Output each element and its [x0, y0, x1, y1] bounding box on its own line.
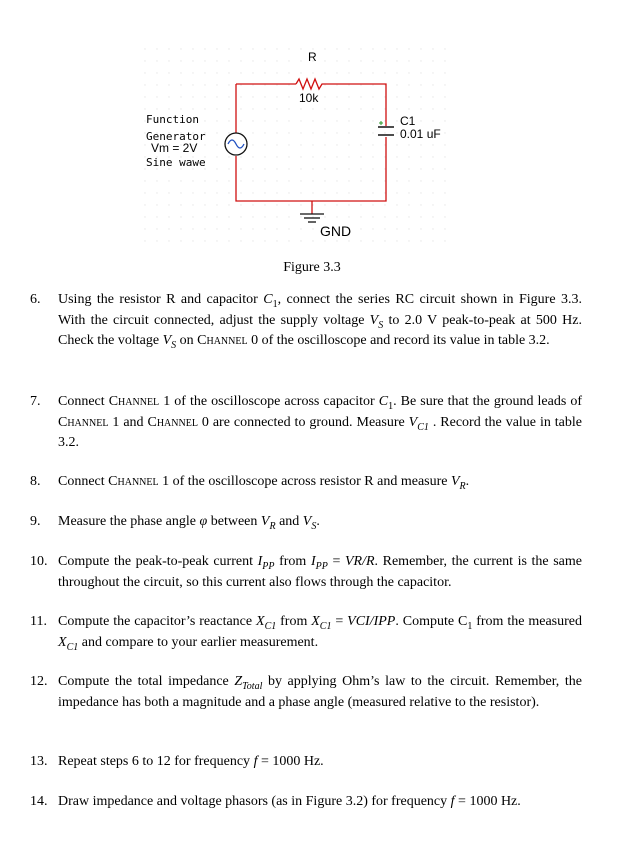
step-text: Using the resistor R and capacitor $C_1$, connect the series RC circuit shown in Figure 3.3. With the circuit connected, adjust the supply voltage $V_S$ to 2.0 V peak-to-peak at 500 Hz. Check the voltage $V_S$ on Channel 0 of the oscilloscope and record its value in table 3.2. [58, 292, 582, 351]
step-14 [30, 792, 582, 813]
step-11 [30, 612, 582, 653]
step-13 [30, 752, 582, 773]
step-6 [30, 290, 582, 352]
capacitor-value: 0.01 uF [400, 127, 441, 141]
generator-wave: Sine wawe [146, 156, 206, 169]
step-number: 13. [30, 754, 48, 769]
generator-title: Function [146, 113, 199, 126]
step-text: Compute the capacitor’s reactance $X_{C1}$ from $X_{C1} = VCI/IPP$. Compute $C_1$ from the measured $X_{C1}$ and compare to your earlier measurement. [58, 614, 582, 653]
generator-vm: Vm = 2V [151, 141, 198, 155]
capacitor-name: C1 [400, 114, 416, 128]
step-text: Connect Channel 1 of the oscilloscope across resistor R and measure $V_R$. [58, 474, 470, 492]
step-text: Draw impedance and voltage phasors (as in Figure 3.2) for frequency f = 1000 Hz. [58, 794, 521, 809]
step-number: 10. [30, 554, 48, 569]
step-text: Connect Channel 1 of the oscilloscope across capacitor $C_1$. Be sure that the ground leads of Channel 1 and Channel 0 are connected to ground. Measure $V_{C1}$ . Record the value in table 3.2. [58, 394, 583, 450]
step-text: Measure the phase angle φ between $V_R$ and $V_S$. [58, 514, 320, 532]
step-text: Compute the total impedance $Z_{Total}$ by applying Ohm’s law to the circuit. Remember, the impedance has both a magnitude and a phase angle (measured relative to the resistor). [58, 674, 583, 710]
step-number: 7. [30, 394, 41, 409]
step-7 [30, 392, 582, 454]
sine-source-symbol [225, 133, 247, 155]
step-number: 9. [30, 514, 41, 529]
step-number: 12. [30, 674, 48, 689]
step-10 [30, 552, 582, 593]
step-number: 11. [30, 614, 47, 629]
figure-caption: Figure 3.3 [283, 260, 341, 275]
step-12 [30, 672, 582, 713]
generator-name: Generator [146, 130, 206, 143]
circuit-schematic [0, 0, 624, 250]
step-text: Repeat steps 6 to 12 for frequency f = 1000 Hz. [58, 754, 324, 769]
ground-label: GND [320, 223, 352, 239]
resistor-name: R [308, 50, 317, 64]
step-number: 14. [30, 794, 48, 809]
step-number: 8. [30, 474, 41, 489]
circuit-figure [0, 0, 624, 250]
resistor-value: 10k [299, 91, 319, 105]
step-8 [30, 472, 582, 493]
step-text: Compute the peak-to-peak current $I_{PP}$ from $I_{PP} = VR/R$. Remember, the current is the same throughout the circuit, so this current also flows through the capacitor. [58, 554, 583, 590]
step-9 [30, 512, 582, 533]
step-number: 6. [30, 292, 41, 307]
